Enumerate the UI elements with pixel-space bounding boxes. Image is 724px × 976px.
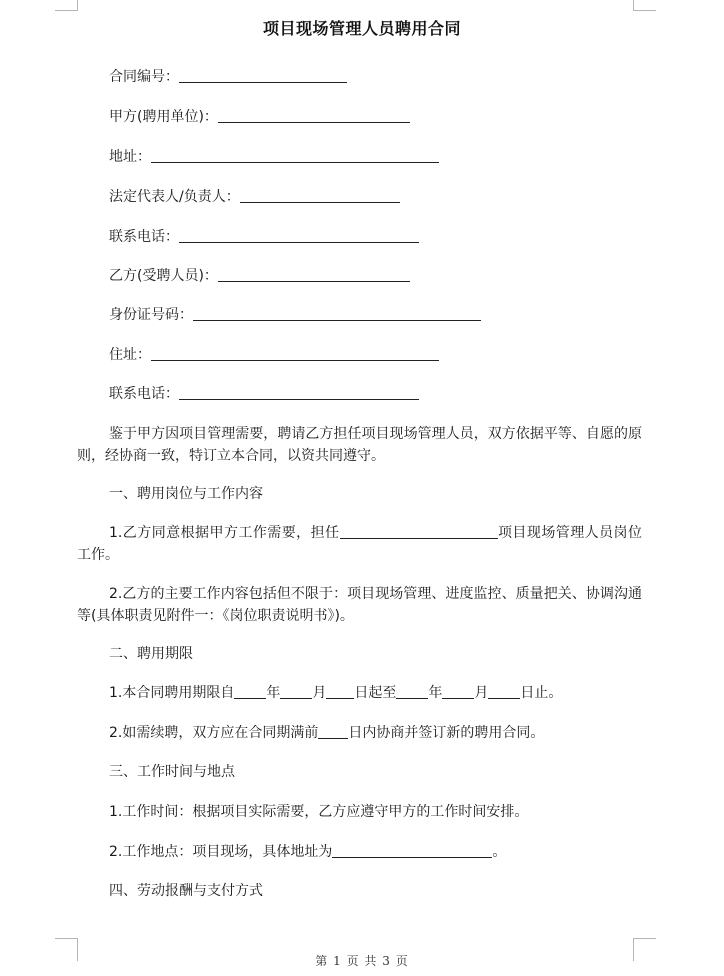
fill-blank[interactable] xyxy=(193,305,481,321)
clause-2-1 xyxy=(109,683,562,703)
fill-blank-days[interactable] xyxy=(318,723,348,739)
page-total: 3 xyxy=(382,954,391,968)
section-heading-2: 二、聘用期限 xyxy=(109,646,193,662)
field-label: 联系电话： xyxy=(109,386,179,402)
page-footer xyxy=(0,952,724,969)
clause-text: 2.如需续聘，双方应在合同期满前 xyxy=(109,725,319,741)
clause-text: 。 xyxy=(492,844,507,860)
fill-blank[interactable] xyxy=(218,107,410,123)
field-address-a xyxy=(109,147,439,167)
clause-text: 日起至 xyxy=(354,685,397,701)
page-label: 页 xyxy=(395,954,409,968)
fill-blank[interactable] xyxy=(151,147,439,163)
fill-blank[interactable] xyxy=(240,187,400,203)
fill-blank-day[interactable] xyxy=(488,683,520,699)
field-label: 地址： xyxy=(109,149,151,165)
clause-text: 月 xyxy=(474,685,489,701)
fill-blank-year[interactable] xyxy=(234,683,266,699)
clause-1-2: 2.乙方的主要工作内容包括但不限于：项目现场管理、进度监控、质量把关、协调沟通等(具体职责见附件一：《岗位职责说明书》)。 xyxy=(77,586,642,624)
fill-blank[interactable] xyxy=(332,842,492,858)
field-label: 乙方(受聘人员)： xyxy=(109,268,218,284)
clause-3-1: 1.工作时间：根据项目实际需要，乙方应遵守甲方的工作时间安排。 xyxy=(109,804,529,820)
field-phone-a xyxy=(109,227,419,247)
field-label: 甲方(聘用单位)： xyxy=(109,109,218,125)
fill-blank[interactable] xyxy=(179,384,419,400)
field-label: 身份证号码： xyxy=(109,307,193,323)
section-heading-3: 三、工作时间与地点 xyxy=(109,764,235,780)
field-label: 住址： xyxy=(109,347,151,363)
clause-text: 日内协商并签订新的聘用合同。 xyxy=(348,725,545,741)
page-label: 第 xyxy=(315,954,329,968)
page-number: 1 xyxy=(333,954,342,968)
field-label: 合同编号： xyxy=(109,69,179,85)
clause-text: 项目现场管理人员岗位工作。 xyxy=(77,525,643,563)
section-heading-1: 一、聘用岗位与工作内容 xyxy=(109,486,263,502)
fill-blank[interactable] xyxy=(179,227,419,243)
field-party-b xyxy=(109,266,410,286)
section-heading-4: 四、劳动报酬与支付方式 xyxy=(109,883,263,899)
clause-text: 2.工作地点：项目现场，具体地址为 xyxy=(109,844,333,860)
intro-paragraph: 鉴于甲方因项目管理需要，聘请乙方担任项目现场管理人员，双方依据平等、自愿的原则，经协商一致，特订立本合同，以资共同遵守。 xyxy=(77,426,642,464)
fill-blank-day[interactable] xyxy=(326,683,354,699)
fill-blank[interactable] xyxy=(179,67,347,83)
clause-text: 年 xyxy=(266,685,281,701)
field-party-a xyxy=(109,107,410,127)
page-label: 页 共 xyxy=(346,954,378,968)
clause-text: 1.乙方同意根据甲方工作需要，担任 xyxy=(109,525,340,541)
fill-blank[interactable] xyxy=(151,345,439,361)
clause-2-2 xyxy=(109,723,544,743)
field-contract-no xyxy=(109,67,347,87)
fill-blank-year[interactable] xyxy=(396,683,428,699)
clause-text: 年 xyxy=(428,685,443,701)
clause-1-1 xyxy=(77,522,642,566)
field-id-no xyxy=(109,305,481,325)
clause-text: 1.本合同聘用期限自 xyxy=(109,685,235,701)
clause-3-2 xyxy=(109,842,506,862)
crop-mark-top-left xyxy=(55,0,78,11)
fill-blank-month[interactable] xyxy=(442,683,474,699)
field-label: 法定代表人/负责人： xyxy=(109,189,240,205)
clause-text: 日止。 xyxy=(520,685,563,701)
crop-mark-top-right xyxy=(633,0,656,11)
field-phone-b xyxy=(109,384,419,404)
fill-blank[interactable] xyxy=(340,523,498,539)
field-legal-rep xyxy=(109,187,400,207)
field-address-b xyxy=(109,345,439,365)
clause-text: 月 xyxy=(312,685,327,701)
field-label: 联系电话： xyxy=(109,229,179,245)
document-title: 项目现场管理人员聘用合同 xyxy=(262,19,461,38)
fill-blank-month[interactable] xyxy=(280,683,312,699)
fill-blank[interactable] xyxy=(218,266,410,282)
